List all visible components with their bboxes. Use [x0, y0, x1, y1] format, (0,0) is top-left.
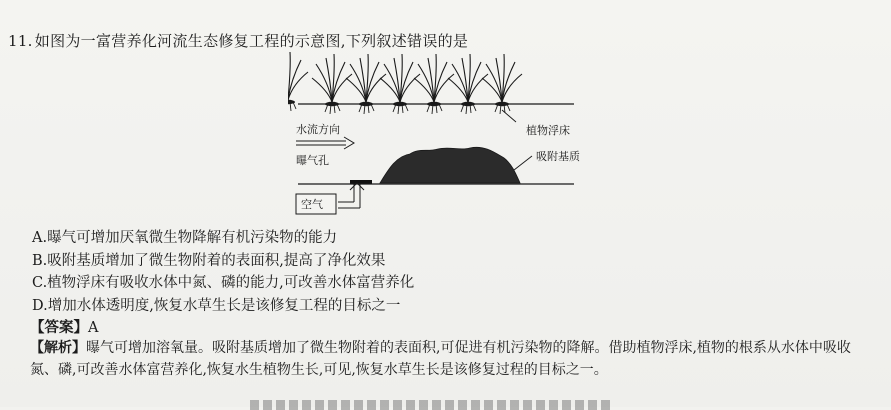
option-d: D.增加水体透明度,恢复水草生长是该修复工程的目标之一	[32, 297, 401, 314]
question-number: 11.	[8, 32, 33, 50]
restoration-diagram	[288, 52, 588, 220]
substrate-leader	[514, 156, 532, 170]
floating-plants	[288, 52, 522, 114]
answer-value: A	[88, 320, 99, 336]
option-a: A.曝气可增加厌氧微生物降解有机污染物的能力	[32, 230, 338, 246]
option-b: B.吸附基质增加了微生物附着的表面积,提高了净化效果	[32, 252, 386, 269]
option-c: C.植物浮床有吸收水体中氮、磷的能力,可改善水体富营养化	[32, 275, 415, 291]
explanation-text: 曝气可增加溶氧量。吸附基质增加了微生物附着的表面积,可促进有机污染物的降解。借助植物浮床,植物的根系从水体中吸收氮、磷,可改善水体富营养化,恢复水生植物生长,可见,恢复水草生长是该修复过程的目标之一。	[30, 340, 851, 378]
adsorption-substrate	[380, 147, 520, 183]
answer-line	[30, 316, 98, 337]
question-stem	[8, 30, 468, 51]
cropped-next-line	[250, 400, 610, 410]
flow-arrow-icon	[296, 137, 354, 149]
question-text: 如图为一富营养化河流生态修复工程的示意图,下列叙述错误的是	[34, 32, 469, 50]
floating-bed-leader	[502, 110, 516, 122]
water-flow-label: 水流方向	[296, 123, 340, 136]
plant-icon	[288, 52, 308, 112]
air-label: 空气	[301, 198, 323, 211]
aerator-label: 曝气孔	[296, 154, 329, 167]
substrate-label: 吸附基质	[536, 150, 580, 163]
options-list	[32, 227, 414, 317]
air-pipe	[338, 183, 364, 208]
explanation-tag: 【解析】	[30, 340, 86, 356]
answer-tag: 【答案】	[30, 320, 88, 336]
floating-bed-label: 植物浮床	[526, 124, 570, 137]
explanation-block	[30, 338, 875, 381]
